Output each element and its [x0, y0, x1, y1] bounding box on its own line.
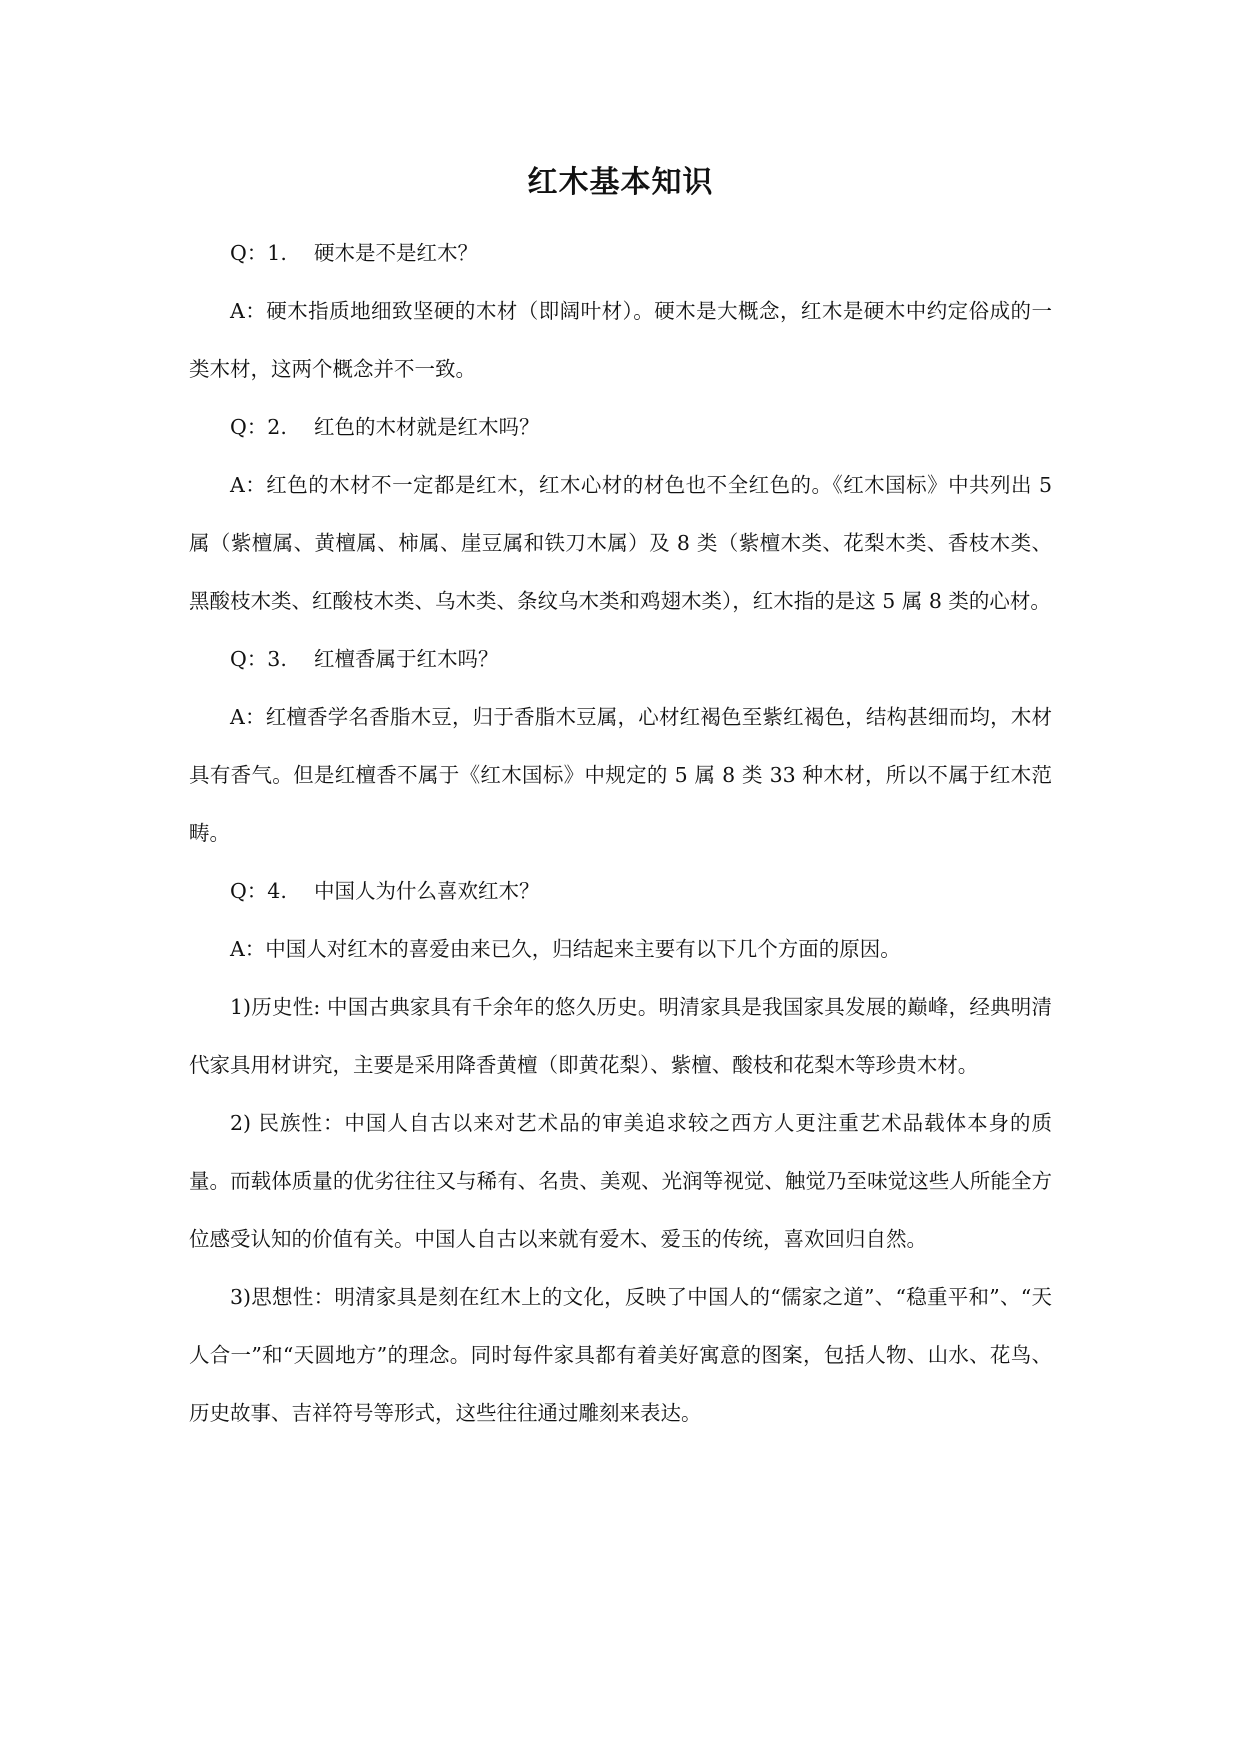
question-text: 硬木是不是红木？ [314, 241, 478, 265]
answer-paragraph: A：中国人对红木的喜爱由来已久，归结起来主要有以下几个方面的原因。 [230, 937, 901, 961]
reason-paragraph-history: 1)历史性: 中国古典家具有千余年的悠久历史。明清家具是我国家具发展的巅峰，经典明清代家具用材讲究，主要是采用降香黄檀（即黄花梨）、紫檀、酸枝和花梨木等珍贵木材。 [189, 995, 1052, 1077]
question-text: 红檀香属于红木吗？ [314, 647, 499, 671]
question-paragraph [189, 398, 1052, 456]
question-number: Q：3. [230, 647, 287, 671]
question-paragraph [189, 224, 1052, 282]
question-number: Q：4. [230, 879, 287, 903]
question-paragraph [189, 862, 1052, 920]
question-paragraph [189, 630, 1052, 688]
question-number: Q：1. [230, 241, 287, 265]
document-title: 红木基本知识 [527, 165, 714, 200]
answer-paragraph: A：硬木指质地细致坚硬的木材（即阔叶材）。硬木是大概念，红木是硬木中约定俗成的一类木材，这两个概念并不一致。 [189, 299, 1052, 381]
reason-paragraph-thought: 3)思想性：明清家具是刻在红木上的文化，反映了中国人的“儒家之道”、“稳重平和”、“天人合一”和“天圆地方”的理念。同时每件家具都有着美好寓意的图案，包括人物、山水、花鸟、历史故事、吉祥符号等形式，这些往往通过雕刻来表达。 [189, 1285, 1052, 1425]
answer-paragraph: A：红檀香学名香脂木豆，归于香脂木豆属，心材红褐色至紫红褐色，结构甚细而均，木材具有香气。但是红檀香不属于《红木国标》中规定的 5 属 8 类 33 种木材，所以不属于红木范畴。 [189, 705, 1052, 845]
question-text: 红色的木材就是红木吗？ [314, 415, 540, 439]
question-number: Q：2. [230, 415, 287, 439]
document-body [189, 224, 1052, 1442]
answer-paragraph: A：红色的木材不一定都是红木，红木心材的材色也不全红色的。《红木国标》中共列出 5 属（紫檀属、黄檀属、柿属、崖豆属和铁刀木属）及 8 类（紫檀木类、花梨木类、香枝木类、黑酸枝木类、红酸枝木类、乌木类、条纹乌木类和鸡翅木类），红木指的是这 5 属 8 类的心材。 [189, 473, 1052, 613]
reason-paragraph-nation: 2) 民族性：中国人自古以来对艺术品的审美追求较之西方人更注重艺术品载体本身的质量。而载体质量的优劣往往又与稀有、名贵、美观、光润等视觉、触觉乃至味觉这些人所能全方位感受认知的价值有关。中国人自古以来就有爱木、爱玉的传统，喜欢回归自然。 [189, 1111, 1052, 1251]
question-text: 中国人为什么喜欢红木？ [314, 879, 540, 903]
